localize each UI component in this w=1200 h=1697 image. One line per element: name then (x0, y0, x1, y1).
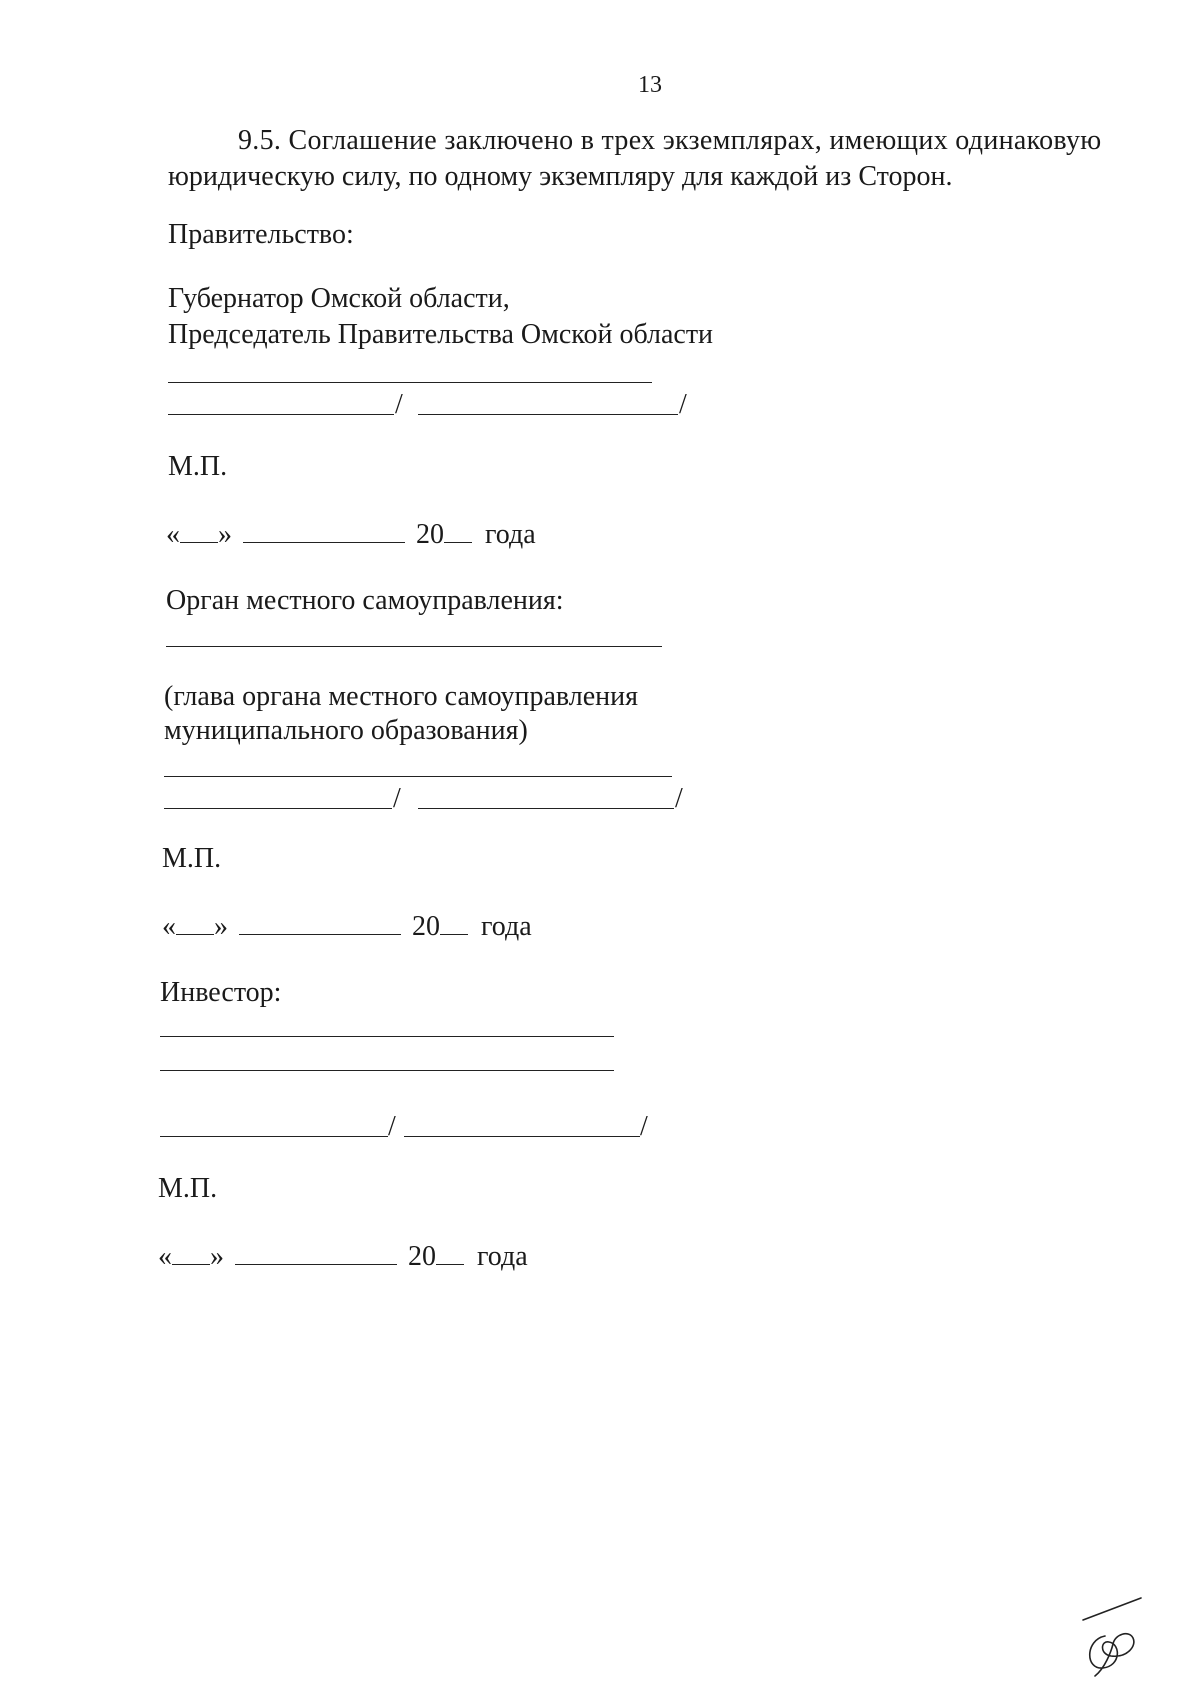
investor-date (158, 1240, 528, 1274)
date-year-word: года (481, 911, 532, 942)
date-quote-open: « (166, 519, 180, 550)
investor-stamp: М.П. (158, 1173, 218, 1204)
date-year-word: года (485, 519, 536, 550)
investor-org-name-line-1[interactable] (160, 1036, 614, 1037)
date-day-field[interactable] (172, 1240, 210, 1265)
handwritten-initial-mark (1075, 1590, 1165, 1680)
government-stamp: М.П. (168, 451, 228, 482)
local-government-title-line[interactable] (164, 776, 672, 777)
investor-name-line[interactable] (404, 1136, 640, 1137)
investor-org-name-line-2[interactable] (160, 1070, 614, 1071)
local-government-name-line[interactable] (418, 808, 674, 809)
local-government-heading: Орган местного самоуправления: (166, 585, 564, 616)
date-year-prefix: 20 (416, 519, 444, 550)
date-quote-close: » (218, 519, 232, 550)
government-name-line[interactable] (418, 414, 678, 415)
date-year-field[interactable] (440, 910, 468, 935)
government-position-line-2: Председатель Правительства Омской области (168, 319, 714, 350)
page-number: 13 (638, 72, 662, 98)
local-government-slash-1: / (393, 783, 401, 814)
date-year-prefix: 20 (412, 911, 440, 942)
date-year-field[interactable] (444, 518, 472, 543)
government-position-line-1: Губернатор Омской области, (168, 283, 510, 314)
local-government-note-line-2: муниципального образования) (164, 715, 528, 746)
local-government-date (162, 910, 532, 944)
investor-slash-2: / (640, 1111, 648, 1142)
date-year-word: года (477, 1241, 528, 1272)
government-date (166, 518, 536, 552)
date-month-field[interactable] (239, 910, 401, 935)
government-heading: Правительство: (168, 219, 354, 250)
local-government-signature-line[interactable] (164, 808, 392, 809)
date-day-field[interactable] (176, 910, 214, 935)
date-quote-open: « (158, 1241, 172, 1272)
local-government-slash-2: / (675, 783, 683, 814)
date-quote-open: « (162, 911, 176, 942)
local-government-org-name-line[interactable] (166, 646, 662, 647)
date-quote-close: » (214, 911, 228, 942)
investor-signature-line[interactable] (160, 1136, 388, 1137)
date-month-field[interactable] (243, 518, 405, 543)
date-year-field[interactable] (436, 1240, 464, 1265)
government-slash-2: / (679, 389, 687, 420)
local-government-stamp: М.П. (162, 843, 222, 874)
clause-line-1: 9.5. Соглашение заключено в трех экземплярах, имеющих одинаковую (238, 125, 1102, 156)
date-day-field[interactable] (180, 518, 218, 543)
local-government-note-line-1: (глава органа местного самоуправления (164, 681, 639, 712)
government-slash-1: / (395, 389, 403, 420)
date-year-prefix: 20 (408, 1241, 436, 1272)
government-signature-line[interactable] (168, 414, 394, 415)
investor-heading: Инвестор: (160, 977, 282, 1008)
date-month-field[interactable] (235, 1240, 397, 1265)
government-org-name-line[interactable] (168, 382, 652, 383)
date-quote-close: » (210, 1241, 224, 1272)
investor-slash-1: / (388, 1111, 396, 1142)
clause-line-2: юридическую силу, по одному экземпляру для каждой из Сторон. (168, 161, 953, 192)
